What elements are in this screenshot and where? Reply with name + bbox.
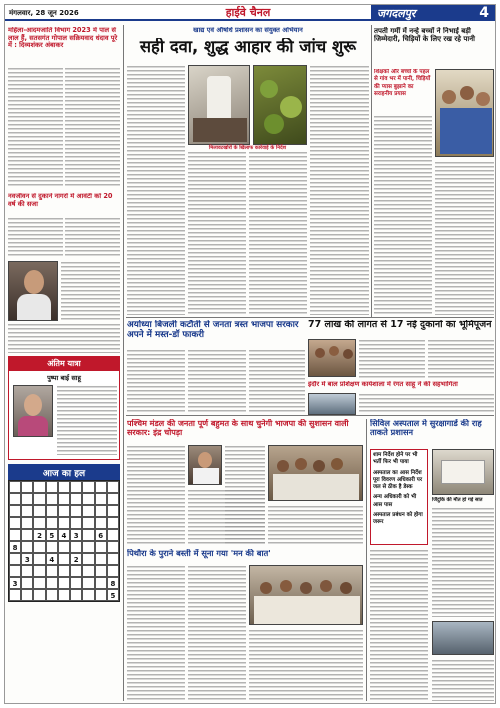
bottom-story-text	[127, 445, 185, 545]
puzzle-cell	[21, 565, 33, 577]
puzzle-cell: 6	[95, 529, 107, 541]
puzzle-cell	[107, 541, 119, 553]
bottom-story-text	[188, 565, 246, 701]
puzzle-cell	[46, 517, 58, 529]
puzzle-cell	[95, 565, 107, 577]
bottom-story-text	[249, 629, 363, 701]
puzzle-cell	[46, 493, 58, 505]
puzzle-cell: 2	[33, 529, 45, 541]
puzzle-cell	[70, 517, 82, 529]
column-rule	[123, 25, 124, 701]
page-number: 4	[479, 5, 489, 21]
puzzle-cell	[95, 481, 107, 493]
puzzle-cell	[21, 493, 33, 505]
puzzle-cell	[82, 565, 94, 577]
hospital-story-text	[370, 549, 428, 701]
hospital-photo	[432, 449, 494, 495]
mid-story-text	[127, 349, 185, 413]
hospital-highlights	[370, 449, 428, 545]
puzzle-cell	[82, 493, 94, 505]
puzzle-cell	[21, 589, 33, 601]
puzzle-cell	[21, 481, 33, 493]
puzzle-cell	[33, 493, 45, 505]
puzzle-cell	[58, 481, 70, 493]
puzzle-cell: 4	[58, 529, 70, 541]
leader-photo	[188, 445, 222, 485]
puzzle-cell	[95, 505, 107, 517]
puzzle-cell: 3	[21, 553, 33, 565]
puzzle-cell	[82, 541, 94, 553]
puzzle-cell	[58, 589, 70, 601]
mid-story-text	[188, 349, 246, 413]
puzzle-cell: 4	[46, 553, 58, 565]
puzzle-cell	[9, 505, 21, 517]
sudoku-grid	[8, 480, 120, 602]
puzzle-cell	[9, 553, 21, 565]
puzzle-cell: 8	[9, 541, 21, 553]
bottom-story-text	[188, 489, 265, 545]
radio-gathering-photo	[249, 565, 363, 625]
mann-ki-baat-headline: पिथौरा के पुराने बस्ती में सूना गया 'मन की बात'	[127, 549, 271, 558]
left-story-text	[8, 67, 63, 187]
newspaper-page	[4, 4, 496, 704]
lead-story-text	[127, 65, 185, 315]
puzzle-cell	[21, 505, 33, 517]
puzzle-cell	[82, 481, 94, 493]
puzzle-cell	[21, 577, 33, 589]
puzzle-cell	[107, 481, 119, 493]
hospital-point: अस्पताल प्रबंधन को होगा जरूर	[373, 512, 423, 526]
puzzle-cell	[9, 493, 21, 505]
photo-caption: जिंदुकि की मौत हो गई सात	[432, 497, 483, 503]
right-top-headline: तपती गर्मी में नन्हे बच्चों ने निभाई बड़ी जिम्मेदारी, चिड़ियों के लिए रख रहे पानी	[374, 27, 475, 44]
children-photo	[435, 69, 494, 157]
left-mid-headline: नवजीवन से दुकानें नागरों में आवंटी को 20 वर्ष की सजा	[8, 193, 113, 208]
obituary-box	[8, 370, 120, 460]
lead-story-text	[310, 65, 369, 315]
puzzle-cell: 8	[107, 577, 119, 589]
puzzle-cell: 3	[9, 577, 21, 589]
puzzle-cell	[82, 577, 94, 589]
puzzle-cell	[70, 577, 82, 589]
puzzle-cell	[9, 529, 21, 541]
puzzle-cell	[9, 517, 21, 529]
puzzle-cell	[58, 541, 70, 553]
section-title: हाईवे चैनल	[125, 5, 371, 21]
column-rule	[366, 419, 367, 701]
puzzle-cell	[58, 517, 70, 529]
puzzle-cell	[95, 517, 107, 529]
puzzle-cell	[82, 589, 94, 601]
shops-headline: 77 लाख की लागत से 17 नई दुकानों का भूमिपूजन	[308, 320, 492, 330]
puzzle-cell: 5	[46, 529, 58, 541]
shops-story-text	[428, 339, 494, 379]
puzzle-cell	[33, 553, 45, 565]
puzzle-cell	[46, 565, 58, 577]
issue-date: मंगलवार, 28 जून 2026	[5, 5, 125, 21]
left-story-text	[65, 217, 120, 257]
bottom-story-text	[268, 505, 363, 545]
puzzle-cell	[107, 493, 119, 505]
bottom-story-text	[127, 565, 185, 701]
puzzle-cell	[46, 481, 58, 493]
bottom-headline: पश्चिम मंडल की जनता पूर्ण बहुमत के साथ चुनेगी भाजपा की सुशासन वाली सरकार: इंद्र चोपड़ा	[127, 419, 349, 438]
puzzle-cell	[70, 589, 82, 601]
puzzle-cell	[95, 493, 107, 505]
puzzle-cell	[33, 577, 45, 589]
puzzle-cell: 5	[107, 589, 119, 601]
puzzle-cell	[46, 541, 58, 553]
obituary-photo	[13, 385, 53, 437]
bhoomipujan-photo	[308, 339, 356, 377]
training-headline: इंदौर में बाल प्रशिक्षण कार्यशाला में रंगत साहू ने की सहभागिता	[308, 381, 458, 388]
puzzle-cell	[58, 565, 70, 577]
puzzle-cell	[33, 541, 45, 553]
accused-photo	[8, 261, 58, 321]
lead-story-text	[249, 151, 307, 315]
puzzle-cell	[95, 589, 107, 601]
section-rule	[126, 317, 494, 318]
section-rule	[126, 415, 494, 416]
puzzle-cell	[9, 565, 21, 577]
puzzle-cell	[70, 481, 82, 493]
puzzle-cell	[21, 541, 33, 553]
hospital-story-text	[432, 507, 494, 617]
puzzle-cell	[46, 589, 58, 601]
lead-photo-2	[253, 65, 307, 145]
meeting-photo	[268, 445, 363, 501]
training-story-text	[359, 393, 494, 413]
puzzle-cell	[58, 577, 70, 589]
city-banner	[371, 5, 495, 21]
puzzle-cell	[95, 553, 107, 565]
puzzle-cell	[33, 505, 45, 517]
hospital-point: अन्य अधिकारी को भी आस पास	[373, 494, 417, 508]
hospital-story-text	[432, 659, 494, 701]
puzzle-cell	[46, 505, 58, 517]
hospital-point: शाम निर्देश होने पर भी भर्ती फिर भी पाया	[373, 452, 418, 466]
puzzle-cell	[33, 481, 45, 493]
lead-photo-1	[188, 65, 250, 145]
puzzle-cell: 2	[70, 553, 82, 565]
puzzle-cell	[33, 517, 45, 529]
left-story-text	[8, 217, 63, 257]
puzzle-cell	[70, 565, 82, 577]
left-story-text	[8, 323, 120, 353]
puzzle-cell	[46, 577, 58, 589]
puzzle-cell	[33, 565, 45, 577]
right-story-text	[374, 115, 432, 315]
mid-story-text	[249, 349, 305, 413]
puzzle-cell	[82, 517, 94, 529]
obituary-name: पुष्पा बाई साहू	[47, 374, 81, 382]
puzzle-cell: 3	[70, 529, 82, 541]
puzzle-cell	[33, 589, 45, 601]
puzzle-cell	[95, 577, 107, 589]
puzzle-cell	[58, 553, 70, 565]
puzzle-cell	[107, 565, 119, 577]
column-rule	[371, 25, 372, 317]
obituary-text	[57, 385, 117, 455]
city-name: जगदलपुर	[377, 6, 416, 20]
hospital-headline: सिविल अस्पताल मे सुरक्षागार्ड की राह ताकते प्रशासन	[370, 419, 482, 438]
right-box-text: शिक्षकों और बच्चों के पहल से गांव भर में पानी, चिड़ियों की प्यास बुझाने का सराहनीय प्रयास	[374, 69, 431, 97]
puzzle-cell	[107, 529, 119, 541]
right-story-text	[435, 161, 494, 315]
puzzle-cell	[107, 505, 119, 517]
puzzle-cell	[82, 505, 94, 517]
shops-story-text	[359, 339, 425, 379]
puzzle-title: आज का हल	[8, 464, 120, 481]
puzzle-cell	[21, 529, 33, 541]
puzzle-cell	[107, 553, 119, 565]
lead-headline: सही दवा, शुद्ध आहार की जांच शुरू	[139, 38, 357, 56]
masthead	[5, 5, 495, 21]
training-photo	[308, 393, 356, 415]
electricity-headline: अयोध्या बिजली कटौती से जनता त्रस्त भाजपा सरकार अपने में मस्त-डॉ फाकरी	[127, 320, 299, 341]
left-story-text	[61, 261, 120, 321]
puzzle-cell	[21, 517, 33, 529]
lead-kicker: खाद्य एवं औषधि प्रशासन का संयुक्त अभियान	[193, 27, 303, 34]
puzzle-cell	[95, 541, 107, 553]
puzzle-cell	[82, 553, 94, 565]
lead-subhead: मिलावटखोरों के खिलाफ कार्रवाई के निर्देश	[208, 145, 287, 151]
lead-story-text	[188, 151, 246, 315]
puzzle-cell	[70, 541, 82, 553]
puzzle-cell	[107, 517, 119, 529]
puzzle-cell	[82, 529, 94, 541]
puzzle-cell	[9, 481, 21, 493]
obituary-title: अंतिम यात्रा	[8, 356, 120, 371]
puzzle-cell	[58, 505, 70, 517]
puzzle-cell	[9, 589, 21, 601]
puzzle-cell	[58, 493, 70, 505]
hospital-photo-2	[432, 621, 494, 655]
hospital-point: अस्पताल का आस निर्देश पूरा विवरण अधिकारी पर जल से ठीक है डेस्क	[373, 469, 423, 491]
left-top-headline: महिला-आदमजाति विभाग 2023 में पाल से लाल हैं, सतसगंत गोपाल सक्रियवाद धंदाव पूरे में : दिव्यशंकर अंबाकर	[8, 27, 118, 50]
puzzle-cell	[70, 505, 82, 517]
left-story-text	[65, 67, 120, 187]
puzzle-cell	[70, 493, 82, 505]
